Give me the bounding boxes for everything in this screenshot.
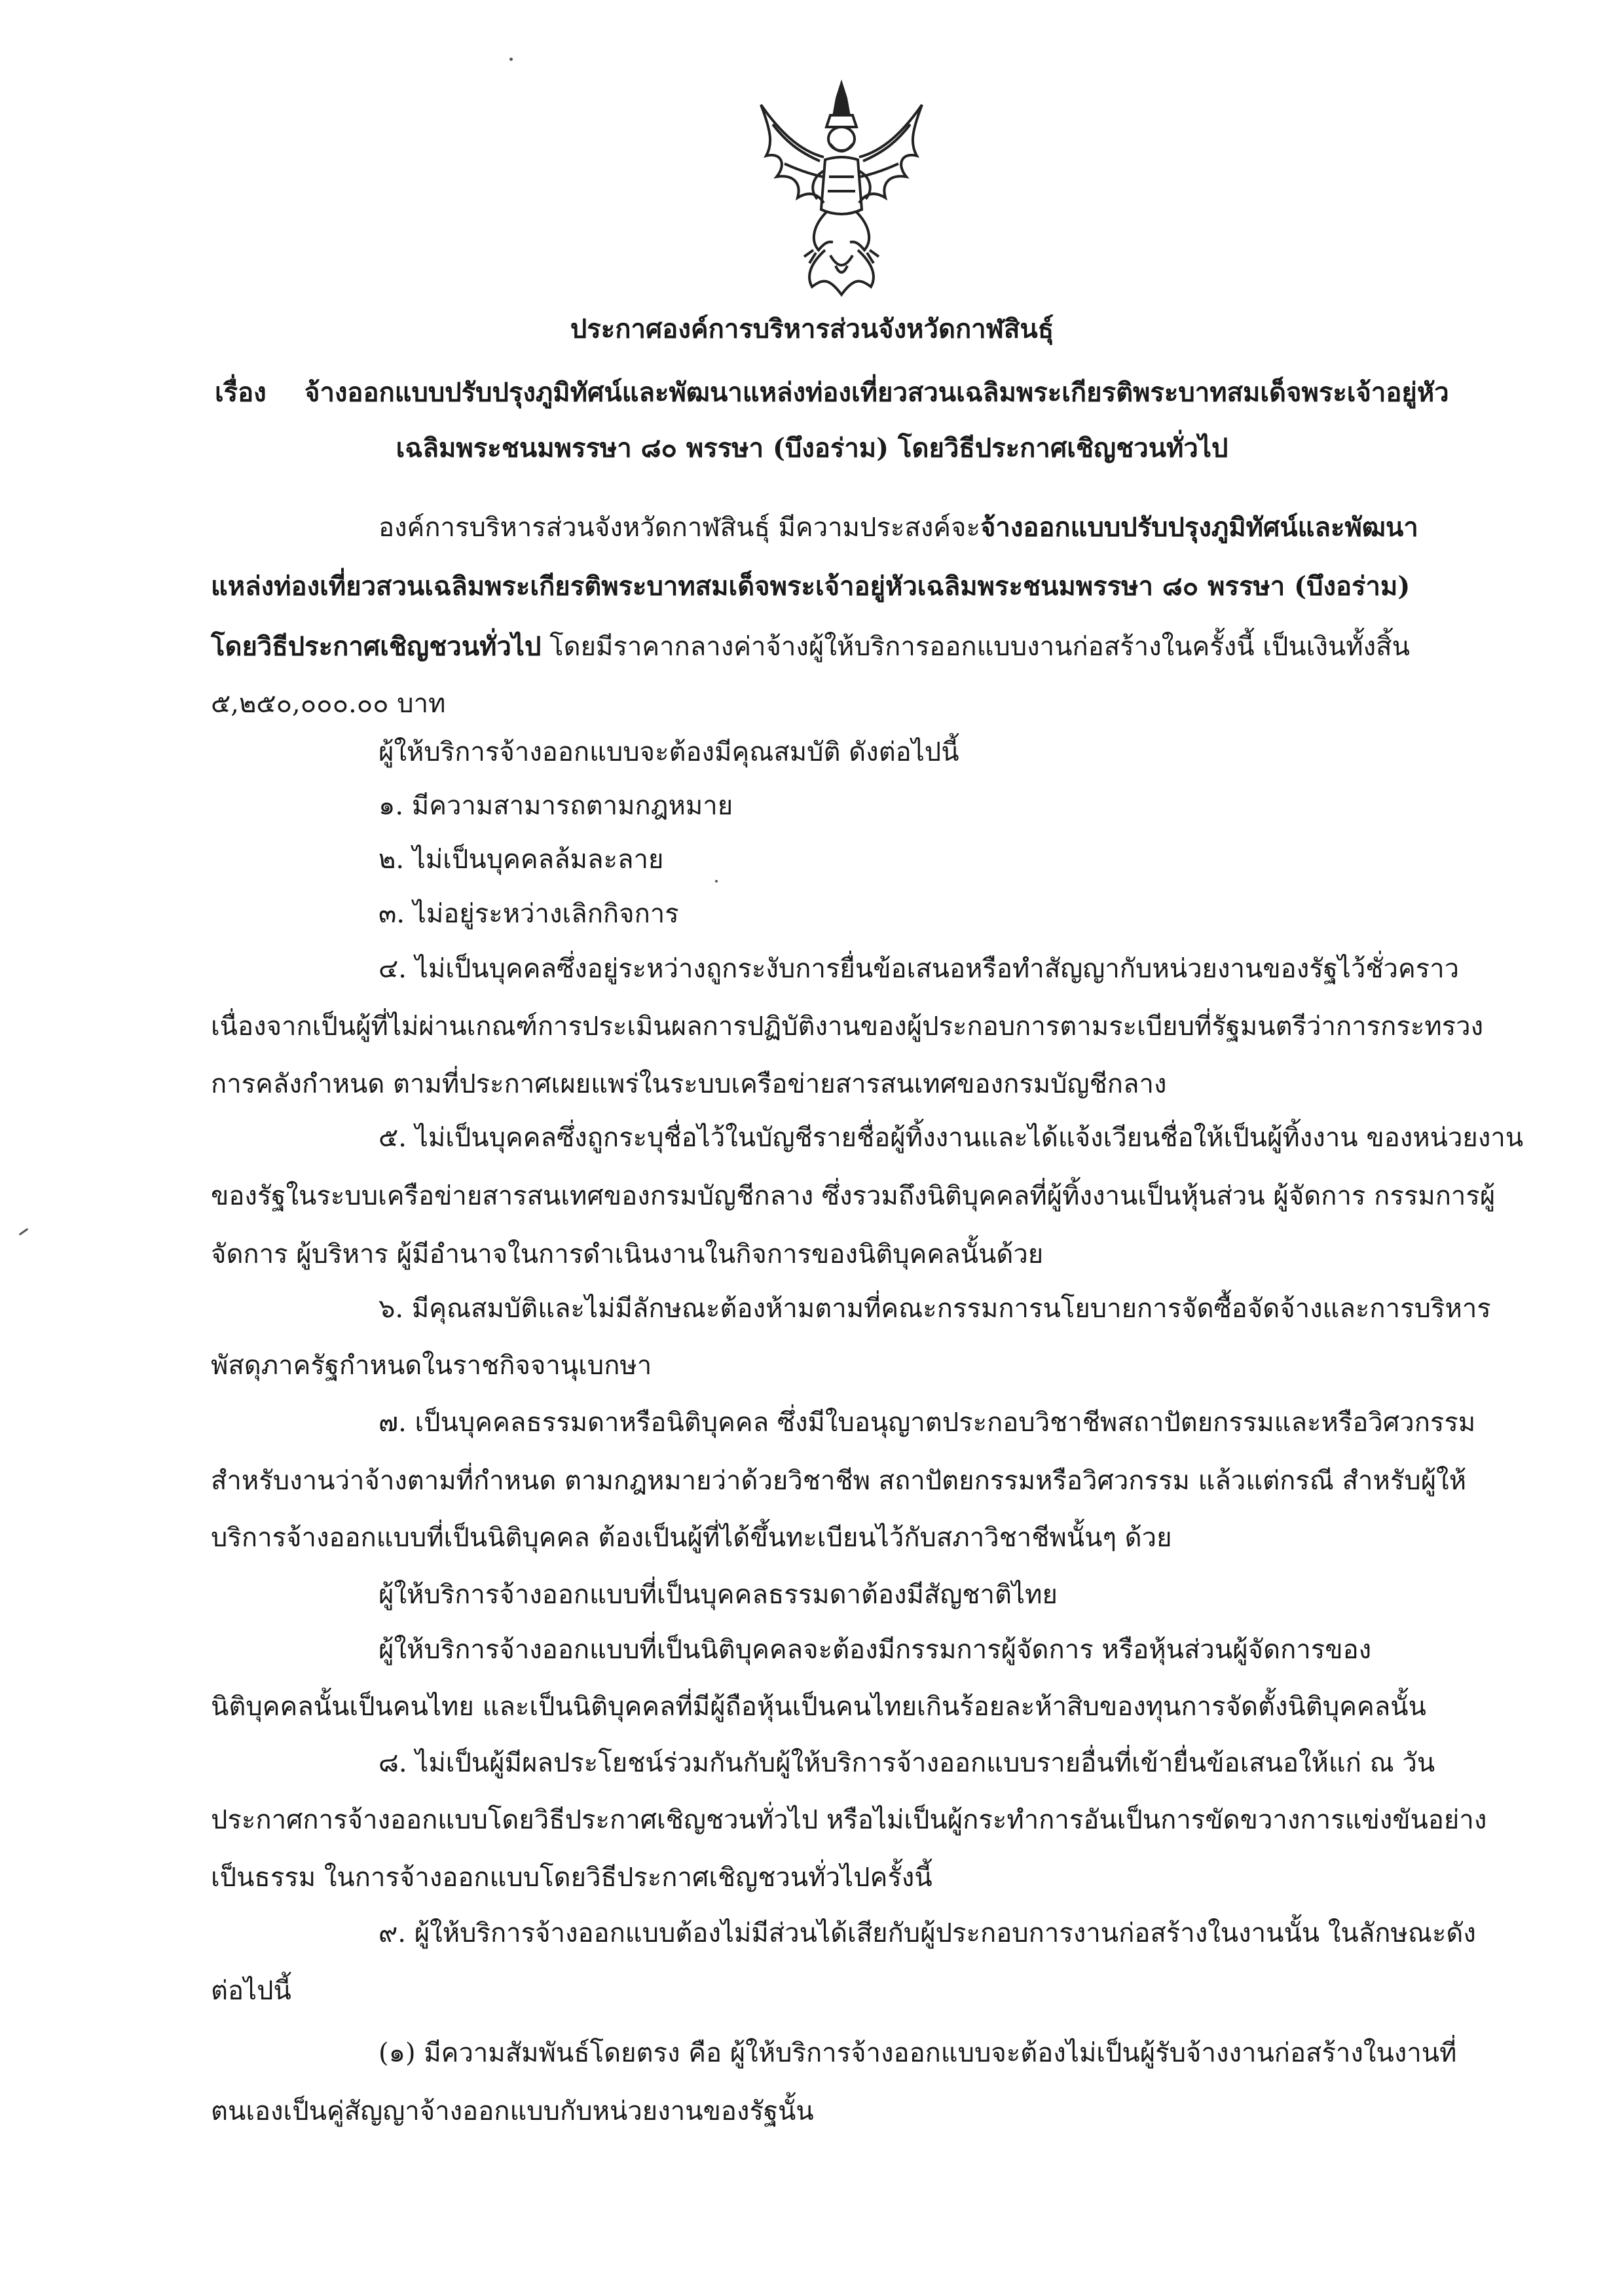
intro-line-1: องค์การบริหารส่วนจังหวัดกาฬสินธุ์ มีความประสงค์จะจ้างออกแบบปรับปรุงภูมิทัศน์และพัฒนา: [378, 512, 1418, 543]
subject-label: เรื่อง: [215, 377, 267, 408]
qualification-item-7-line-1: ๗. เป็นบุคคลธรรมดาหรือนิติบุคคล ซึ่งมีใบอนุญาตประกอบวิชาชีพสถาปัตยกรรมและหรือวิศวกรรม: [378, 1408, 1476, 1438]
subject-line-1: จ้างออกแบบปรับปรุงภูมิทัศน์และพัฒนาแหล่งท่องเที่ยวสวนเฉลิมพระเกียรติพระบาทสมเด็จพระเจ้าอยู่หัว: [304, 377, 1449, 408]
qualification-item-4-line-1: ๔. ไม่เป็นบุคคลซึ่งอยู่ระหว่างถูกระงับการยื่นข้อเสนอหรือทำสัญญากับหน่วยงานของรัฐไว้ชั่วคราว: [378, 954, 1460, 984]
qualification-item-5-line-1: ๕. ไม่เป็นบุคคลซึ่งถูกระบุชื่อไว้ในบัญชีรายชื่อผู้ทิ้งงานและได้แจ้งเวียนชื่อให้เป็นผู้ทิ้งงาน ของหน่วยงาน: [378, 1123, 1524, 1153]
qualification-item-5-line-3: จัดการ ผู้บริหาร ผู้มีอำนาจในการดำเนินงานในกิจการของนิติบุคคลนั้นด้วย: [211, 1239, 1044, 1269]
qualification-item-9-sub-1-line-2: ตนเองเป็นคู่สัญญาจ้างออกแบบกับหน่วยงานของรัฐนั้น: [211, 2096, 814, 2126]
qualification-item-5-line-2: ของรัฐในระบบเครือข่ายสารสนเทศของกรมบัญชีกลาง ซึ่งรวมถึงนิติบุคคลที่ผู้ทิ้งงานเป็นหุ้นส่วน ผู้จัดการ กรรมการผู้: [211, 1181, 1496, 1211]
scan-speck: [715, 880, 718, 883]
qualification-item-9-sub-1-line-1: (๑) มีความสัมพันธ์โดยตรง คือ ผู้ให้บริการจ้างออกแบบจะต้องไม่เป็นผู้รับจ้างงานก่อสร้างในงานที่: [378, 2038, 1457, 2068]
scan-speck: [509, 58, 513, 61]
subject-line-2: เฉลิมพระชนมพรรษา ๘๐ พรรษา (บึงอร่าม) โดยวิธีประกาศเชิญชวนทั่วไป: [396, 433, 1228, 464]
qualification-item-6-line-2: พัสดุภาครัฐกำหนดในราชกิจจานุเบกษา: [211, 1351, 652, 1381]
intro-line-2: แหล่งท่องเที่ยวสวนเฉลิมพระเกียรติพระบาทสมเด็จพระเจ้าอยู่หัวเฉลิมพระชนมพรรษา ๘๐ พรรษา (บึงอร่าม): [211, 571, 1411, 602]
qualification-item-8-line-2: ประกาศการจ้างออกแบบโดยวิธีประกาศเชิญชวนทั่วไป หรือไม่เป็นผู้กระทำการอันเป็นการขัดขวางการแข่งขันอย่าง: [211, 1805, 1487, 1835]
qualification-item-8-line-3: เป็นธรรม ในการจ้างออกแบบโดยวิธีประกาศเชิญชวนทั่วไปครั้งนี้: [211, 1863, 932, 1893]
qualification-item-1: ๑. มีความสามารถตามกฎหมาย: [378, 791, 733, 821]
qualifications-intro: ผู้ให้บริการจ้างออกแบบจะต้องมีคุณสมบัติ ดังต่อไปนี้: [378, 737, 959, 767]
qualification-item-4-line-3: การคลังกำหนด ตามที่ประกาศเผยแพร่ในระบบเครือข่ายสารสนเทศของกรมบัญชีกลาง: [211, 1069, 1167, 1099]
page-title: ประกาศองค์การบริหารส่วนจังหวัดกาฬสินธุ์: [570, 314, 1054, 344]
qualification-item-4-line-2: เนื่องจากเป็นผู้ที่ไม่ผ่านเกณฑ์การประเมินผลการปฏิบัติงานของผู้ประกอบการตามระเบียบที่รัฐมนตรีว่าการกระทรวง: [211, 1011, 1484, 1042]
scan-speck: [19, 1228, 29, 1236]
qualification-item-6-line-1: ๖. มีคุณสมบัติและไม่มีลักษณะต้องห้ามตามที่คณะกรรมการนโยบายการจัดซื้อจัดจ้างและการบริหาร: [378, 1294, 1491, 1324]
intro-budget-amount: ๕,๒๕๐,๐๐๐.๐๐ บาท: [211, 689, 446, 719]
intro-line-3: โดยวิธีประกาศเชิญชวนทั่วไป โดยมีราคากลางค่าจ้างผู้ให้บริการออกแบบงานก่อสร้างในครั้งนี้ เป็นเงินทั้งสิ้น: [211, 631, 1410, 662]
qualification-item-7-line-3: บริการจ้างออกแบบที่เป็นนิติบุคคล ต้องเป็นผู้ที่ได้ขึ้นทะเบียนไว้กับสภาวิชาชีพนั้นๆ ด้วย: [211, 1523, 1172, 1553]
qualification-item-8-line-1: ๘. ไม่เป็นผู้มีผลประโยชน์ร่วมกันกับผู้ให้บริการจ้างออกแบบรายอื่นที่เข้ายื่นข้อเสนอให้แก่ ณ วัน: [378, 1748, 1435, 1778]
qualification-item-9-line-1: ๙. ผู้ให้บริการจ้างออกแบบต้องไม่มีส่วนได้เสียกับผู้ประกอบการงานก่อสร้างในงานนั้น ในลักษณะดัง: [378, 1918, 1476, 1948]
qualification-item-7-paragraph-3-line-1: ผู้ให้บริการจ้างออกแบบที่เป็นนิติบุคคลจะต้องมีกรรมการผู้จัดการ หรือหุ้นส่วนผู้จัดการของ: [378, 1635, 1372, 1665]
qualification-item-2: ๒. ไม่เป็นบุคคลล้มละลาย: [378, 845, 664, 875]
garuda-emblem-icon: [747, 79, 936, 304]
qualification-item-9-line-2: ต่อไปนี้: [211, 1976, 291, 2006]
qualification-item-7-paragraph-3-line-2: นิติบุคคลนั้นเป็นคนไทย และเป็นนิติบุคคลที่มีผู้ถือหุ้นเป็นคนไทยเกินร้อยละห้าสิบของทุนการจัดตั้งนิติบุคคลนั้น: [211, 1692, 1426, 1722]
qualification-item-7-paragraph-2: ผู้ให้บริการจ้างออกแบบที่เป็นบุคคลธรรมดาต้องมีสัญชาติไทย: [378, 1580, 1058, 1610]
qualification-item-7-line-2: สำหรับงานว่าจ้างตามที่กำหนด ตามกฎหมายว่าด้วยวิชาชีพ สถาปัตยกรรมหรือวิศวกรรม แล้วแต่กรณี สำหรับผู้ให้: [211, 1466, 1467, 1496]
qualification-item-3: ๓. ไม่อยู่ระหว่างเลิกกิจการ: [378, 899, 679, 929]
